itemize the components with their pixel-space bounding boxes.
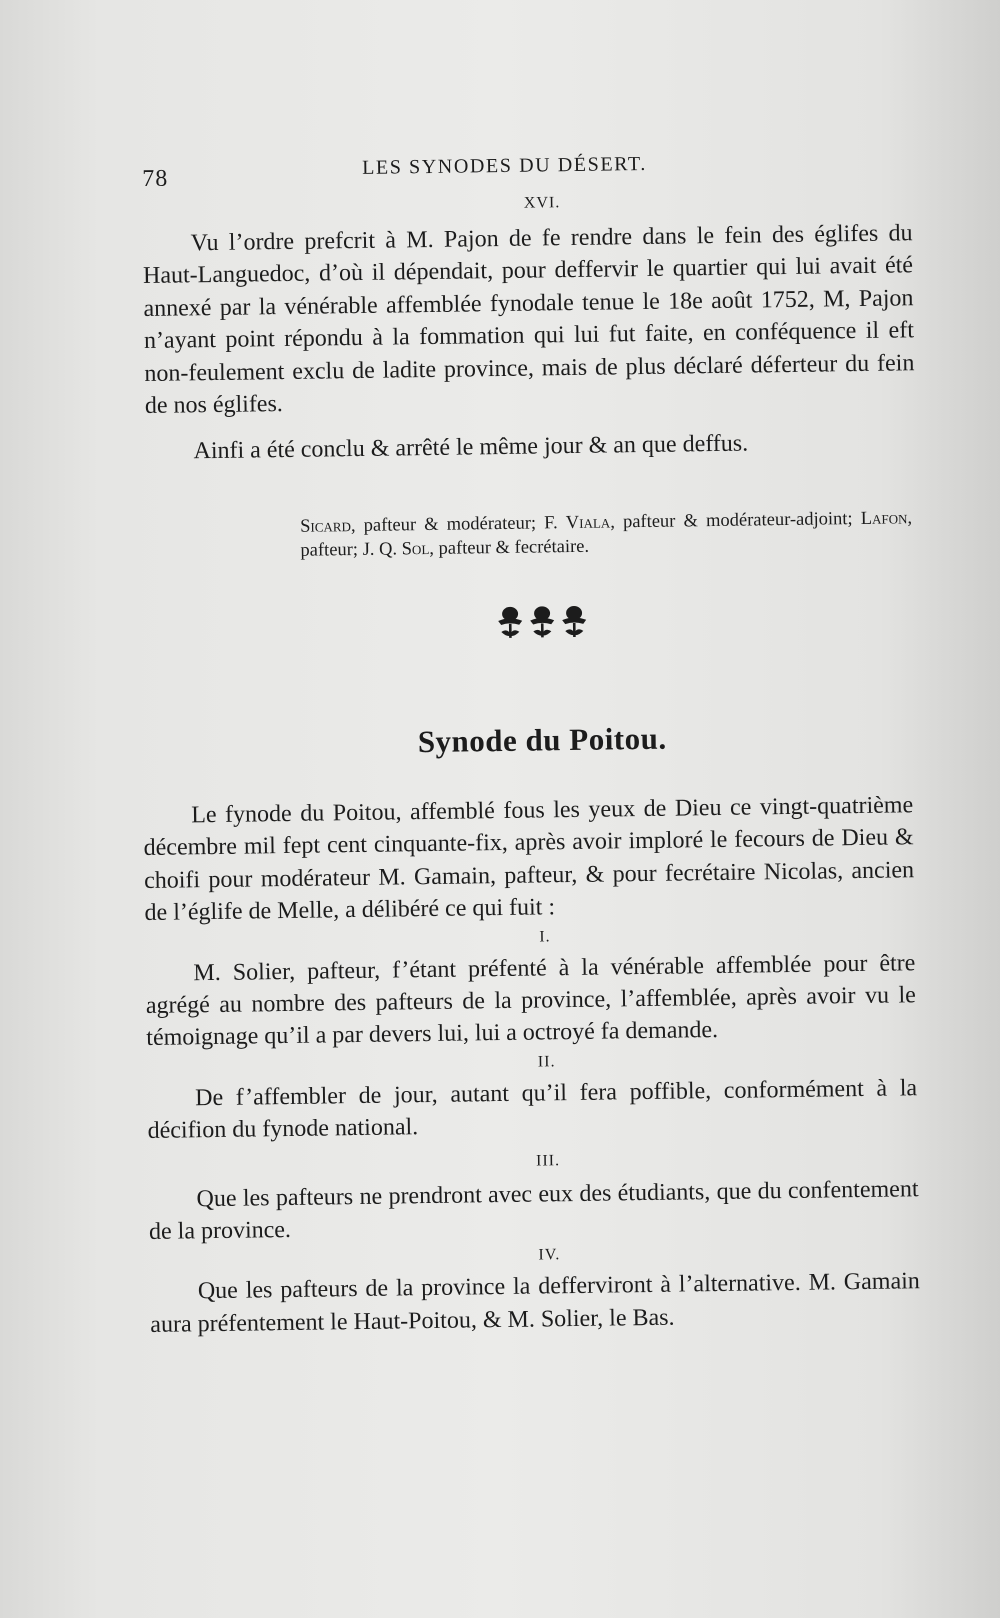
article-number: II. bbox=[537, 1053, 556, 1071]
signatory-name: Sicard bbox=[300, 516, 352, 537]
article-number: III. bbox=[535, 1151, 561, 1170]
fleuron-svg bbox=[494, 604, 591, 645]
signatory-name: Lafon bbox=[860, 508, 908, 529]
signature-block bbox=[142, 506, 913, 565]
section-number: XVI. bbox=[523, 194, 561, 212]
signatory-role: , pafteur & modérateur-adjoint; bbox=[610, 508, 861, 533]
fleuron-ornament-icon bbox=[142, 599, 912, 650]
article-text: Que les pafteurs ne prendront avec eux des étudiants, que du confentement de la province. bbox=[148, 1175, 919, 1246]
signatory-role: , pafteur & modérateur; F. bbox=[350, 513, 566, 537]
article-text: Que les pafteurs de la province la defferviront à l’alternative. M. Gamain aura préfentement le Haut-Poitou, & M. Solier, le Bas. bbox=[150, 1268, 920, 1338]
synod-intro: Le fynode du Poitou, affemblé fous les yeux de Dieu ce vingt-quatrième décembre mil fept cent cinquante-fix, après avoir imploré le fecours de Dieu & choifi pour modérateur M. Gamain, pafteur, & pour fecrétaire Nicolas, ancien de l’églife de Melle, a délibéré ce qui fuit : bbox=[143, 792, 915, 927]
synod-poitou bbox=[142, 717, 920, 1341]
section-xvi bbox=[142, 189, 916, 469]
page-number: 78 bbox=[142, 165, 169, 192]
article-number: IV. bbox=[538, 1246, 561, 1264]
signatory-name: Sol bbox=[401, 538, 430, 560]
signatory-role: , pafteur & fecrétaire. bbox=[429, 536, 590, 559]
section-paragraph: Vu l’ordre prefcrit à M. Pajon de fe rendre dans le fein des églifes du Haut-Languedoc, d’où il dépendait, pour deffervir le quartier qui lui avait été annexé par la vénérable affemblée fynodale tenue le 18e août 1752, M, Pajon n’ayant point répondu à la fommation qui lui fut faite, en conféquence il eft non-feulement exclu de ladite province, mais de plus déclaré déferteur du fein de nos églifes. bbox=[142, 220, 915, 420]
signatory-name: Viala bbox=[565, 512, 611, 534]
article-number: I. bbox=[539, 927, 551, 946]
ornament-row bbox=[142, 599, 912, 650]
running-title: LES SYNODES DU DÉSERT. bbox=[361, 152, 648, 179]
article-text: M. Solier, pafteur, f’étant préfenté à la vénérable affemblée pour être agrégé au nombre des pafteurs de la province, l’affemblée, après avoir vu le témoignage qu’il a par devers lui, lui a octroyé fa demande. bbox=[145, 949, 916, 1052]
article-text: De f’affembler de jour, autant qu’il fera poffible, conformément à la décifion du fynode national. bbox=[147, 1075, 918, 1145]
signatories bbox=[300, 506, 913, 563]
synod-title: Synode du Poitou. bbox=[417, 720, 667, 760]
conclusion-line: Ainfi a été conclu & arrêté le même jour & an que deffus. bbox=[193, 430, 749, 465]
signatory-role: , pafteur; J. Q. bbox=[300, 508, 913, 561]
